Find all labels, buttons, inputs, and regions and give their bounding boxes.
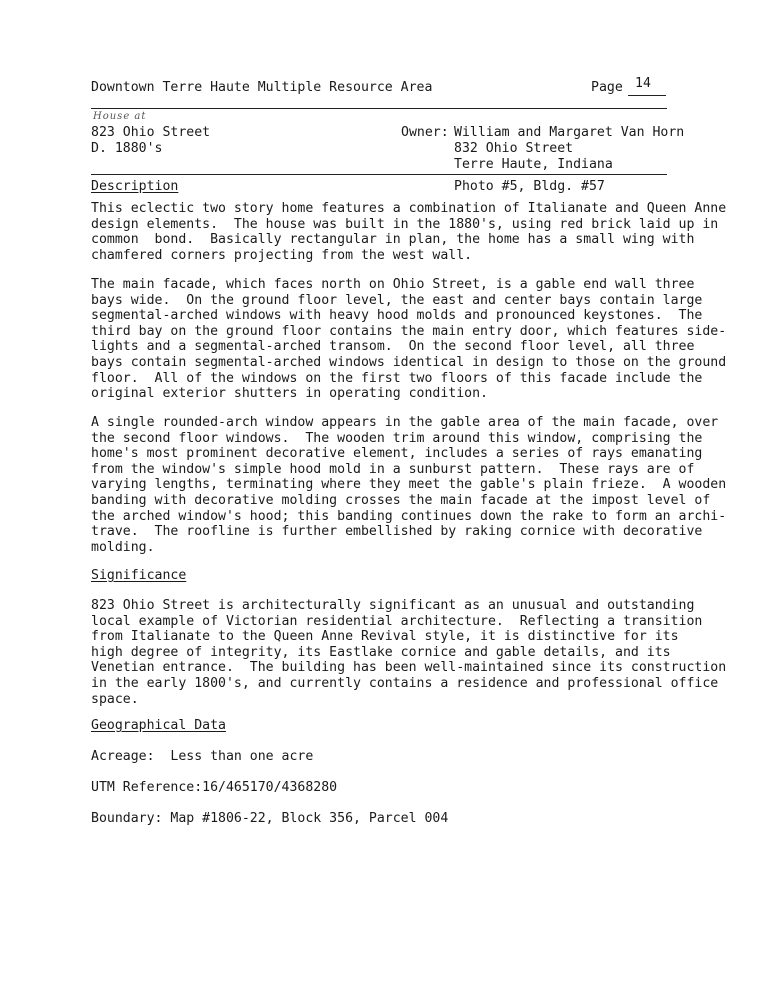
header-rule [91,108,667,109]
utm-reference: UTM Reference:16/465170/4368280 [91,780,338,795]
text-line: design elements. The house was built in the 1880's, using red brick laid up in [91,216,719,232]
text-line: bays wide. On the ground floor level, the east and center bays contain large [91,292,703,308]
text-line: 823 Ohio Street is architecturally significant as an unusual and outstanding [91,598,695,613]
acreage: Acreage: Less than one acre [91,749,314,764]
text-line: the arched window's hood; this banding continues down the rake to form an archi- [91,508,727,524]
text-line: original exterior shutters in operating condition. [91,386,488,402]
property-date: D. 1880's [91,141,163,156]
document-title: Downtown Terre Haute Multiple Resource Area [91,80,433,95]
property-address: 823 Ohio Street [91,125,211,140]
text-line: Venetian entrance. The building has been well-maintained since its construction [91,660,727,676]
text-line: A single rounded-arch window appears in the gable area of the main facade, over [91,415,719,430]
text-line: local example of Victorian residential architecture. Reflecting a transition [91,613,703,629]
description-paragraph-3 [91,415,727,555]
page-label: Page [591,80,623,95]
geographical-heading: Geographical Data [91,718,226,733]
text-line: high degree of integrity, its Eastlake cornice and gable details, and its [91,644,671,660]
owner-street: 832 Ohio Street [454,141,574,156]
text-line: common bond. Basically rectangular in plan, the home has a small wing with [91,232,695,248]
page-number-underline [628,95,666,96]
text-line: bays contain segmental-arched windows identical in design to those on the ground [91,354,727,370]
text-line: lights and a segmental-arched transom. On the second floor level, all three [91,339,695,355]
text-line: floor. All of the windows on the first two floors of this facade include the [91,370,703,386]
photo-reference: Photo #5, Bldg. #57 [454,179,605,194]
text-line: segmental-arched windows with heavy hood molds and pronounced keystones. The [91,308,703,324]
handwritten-note: House at [93,111,147,122]
text-line: The main facade, which faces north on Ohio Street, is a gable end wall three [91,277,695,292]
page-number: 14 [635,76,651,91]
text-line: from Italianate to the Queen Anne Revival style, it is distinctive for its [91,629,679,645]
description-paragraph-1 [91,201,727,263]
description-paragraph-2 [91,277,727,402]
text-line: third bay on the ground floor contains the main entry door, which features side- [91,323,727,339]
text-line: This eclectic two story home features a combination of Italianate and Queen Anne [91,201,727,216]
text-line: varying lengths, terminating where they meet the gable's plain frieze. A wooden [91,477,727,493]
significance-heading: Significance [91,568,187,583]
text-line: chamfered corners projecting from the west wall. [91,247,473,263]
text-line: in the early 1800's, and currently contains a residence and professional office [91,675,719,691]
text-line: from the window's simple hood mold in a sunburst pattern. These rays are of [91,461,695,477]
owner-label: Owner: [401,125,449,140]
property-rule [91,174,667,175]
boundary: Boundary: Map #1806-22, Block 356, Parcel 004 [91,811,449,826]
owner-city: Terre Haute, Indiana [454,157,613,172]
text-line: molding. [91,539,155,555]
text-line: the second floor windows. The wooden trim around this window, comprising the [91,430,703,446]
text-line: banding with decorative molding crosses the main facade at the impost level of [91,492,711,508]
owner-name: William and Margaret Van Horn [454,125,685,140]
text-line: trave. The roofline is further embellished by raking cornice with decorative [91,524,703,540]
significance-paragraph [91,598,727,707]
text-line: space. [91,691,139,707]
description-heading: Description [91,179,179,194]
text-line: home's most prominent decorative element, includes a series of rays emanating [91,446,703,462]
